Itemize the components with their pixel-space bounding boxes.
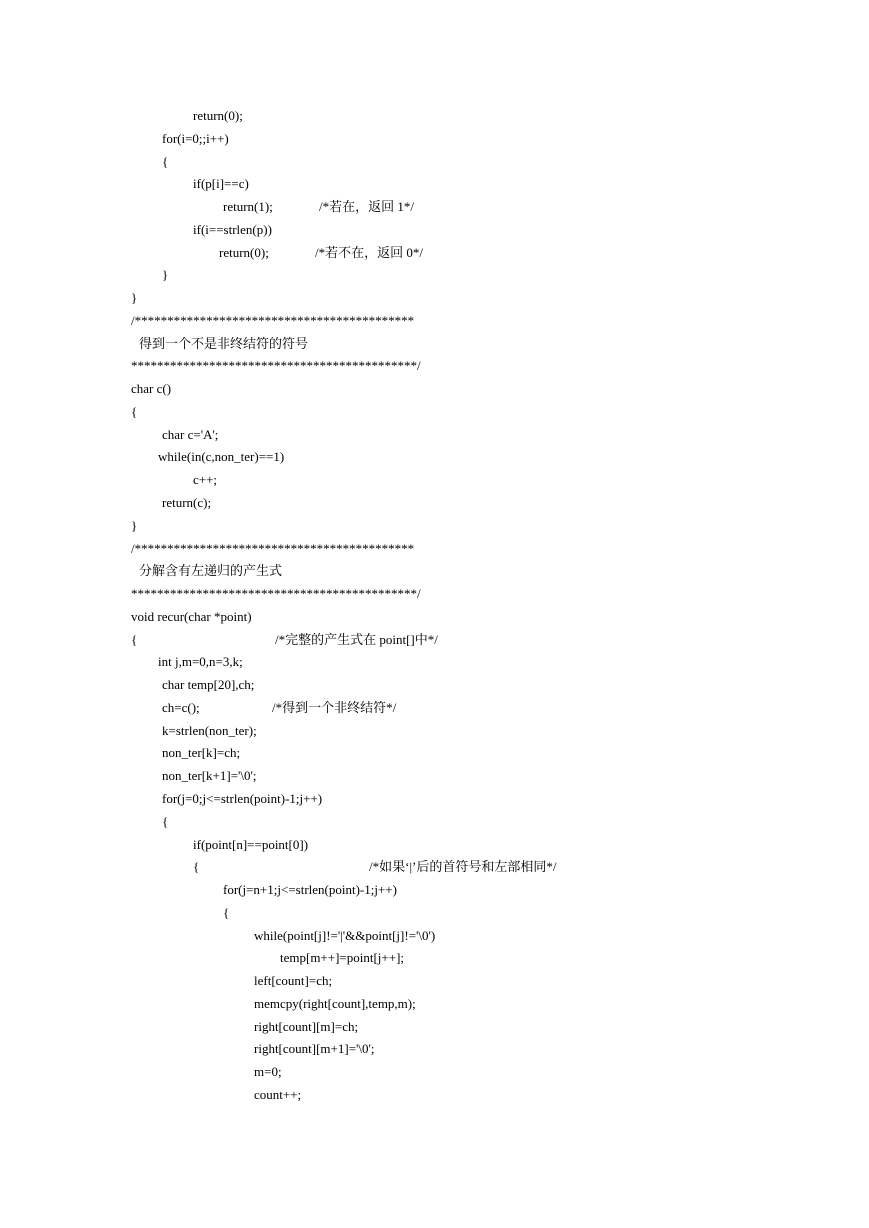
- code-line: [0, 1017, 869, 1040]
- code-line: [0, 561, 869, 584]
- code-text: if(point[n]==point[0]): [193, 836, 309, 852]
- code-text: if(i==strlen(p)): [193, 221, 272, 237]
- code-text: for(j=n+1;j<=strlen(point)-1;j++): [223, 882, 397, 898]
- code-line: [0, 356, 869, 379]
- code-text: char c='A';: [162, 426, 219, 442]
- code-line: [0, 288, 869, 311]
- code-text: non_ter[k]=ch;: [162, 745, 241, 761]
- code-line: [0, 311, 869, 334]
- section-heading: 得到一个不是非终结符的符号: [139, 335, 309, 351]
- code-line: [0, 926, 869, 949]
- comment-banner-bottom: ********************************************/: [131, 358, 421, 374]
- code-text: temp[m++]=point[j++];: [280, 950, 405, 966]
- code-text: while(in(c,non_ter)==1): [158, 449, 285, 465]
- code-text: non_ter[k+1]='\0';: [162, 768, 257, 784]
- code-text: while(point[j]!='|'&&point[j]!='\0'): [254, 927, 436, 943]
- code-line: [0, 652, 869, 675]
- code-text: if(p[i]==c): [193, 176, 249, 192]
- code-line: [0, 265, 869, 288]
- code-comment: /*完整的产生式在 point[]中*/: [275, 631, 438, 647]
- code-comment: /*如果‘|’后的首符号和左部相同*/: [369, 859, 557, 875]
- code-line: [0, 971, 869, 994]
- code-text: left[count]=ch;: [254, 973, 333, 989]
- code-text: count++;: [254, 1086, 302, 1102]
- code-text: right[count][m+1]='\0';: [254, 1041, 375, 1057]
- code-line: [0, 516, 869, 539]
- code-text: return(0);: [219, 244, 269, 260]
- code-text: c++;: [193, 472, 218, 488]
- code-text: int j,m=0,n=3,k;: [158, 654, 243, 670]
- code-line: [0, 129, 869, 152]
- code-text: {: [131, 403, 138, 419]
- code-text: for(i=0;;i++): [162, 130, 229, 146]
- code-text: {: [223, 904, 230, 920]
- code-text: for(j=0;j<=strlen(point)-1;j++): [162, 790, 323, 806]
- code-text: return(c);: [162, 495, 212, 511]
- comment-banner-top: /*******************************************: [131, 312, 415, 328]
- code-text: {: [162, 813, 169, 829]
- code-line: [0, 743, 869, 766]
- comment-banner-bottom: ********************************************/: [131, 586, 421, 602]
- code-line: [0, 903, 869, 926]
- code-line: [0, 493, 869, 516]
- code-line: [0, 152, 869, 175]
- code-line: [0, 721, 869, 744]
- code-line: [0, 447, 869, 470]
- code-line: [0, 379, 869, 402]
- code-text: void recur(char *point): [131, 608, 252, 624]
- code-line: [0, 789, 869, 812]
- code-text: memcpy(right[count],temp,m);: [254, 995, 416, 1011]
- code-text: }: [131, 290, 138, 306]
- code-comment: /*若不在，返回 0*/: [315, 244, 423, 260]
- code-text: }: [162, 267, 169, 283]
- code-text: {: [193, 859, 200, 875]
- code-line: [0, 243, 869, 266]
- code-comment: /*得到一个非终结符*/: [272, 699, 397, 715]
- section-heading: 分解含有左递归的产生式: [139, 563, 283, 579]
- code-text: char c(): [131, 381, 172, 397]
- code-line: [0, 402, 869, 425]
- code-text: m=0;: [254, 1064, 282, 1080]
- code-text: ch=c();: [162, 699, 200, 715]
- code-line: [0, 539, 869, 562]
- code-line: [0, 470, 869, 493]
- code-line: [0, 630, 869, 653]
- code-line: [0, 1062, 869, 1085]
- code-text: k=strlen(non_ter);: [162, 722, 257, 738]
- code-text: {: [162, 153, 169, 169]
- code-line: [0, 880, 869, 903]
- code-line: [0, 425, 869, 448]
- code-line: [0, 220, 869, 243]
- code-listing: [0, 106, 869, 1108]
- code-line: [0, 766, 869, 789]
- code-text: return(1);: [223, 199, 273, 215]
- code-text: right[count][m]=ch;: [254, 1018, 359, 1034]
- code-text: {: [131, 631, 138, 647]
- code-line: [0, 994, 869, 1017]
- code-line: [0, 174, 869, 197]
- code-comment: /*若在，返回 1*/: [319, 199, 414, 215]
- code-line: [0, 698, 869, 721]
- code-line: [0, 1085, 869, 1108]
- code-text: char temp[20],ch;: [162, 677, 255, 693]
- code-text: }: [131, 517, 138, 533]
- code-line: [0, 584, 869, 607]
- code-line: [0, 948, 869, 971]
- code-line: [0, 812, 869, 835]
- code-line: [0, 607, 869, 630]
- code-line: [0, 1039, 869, 1062]
- code-line: [0, 106, 869, 129]
- code-line: [0, 857, 869, 880]
- code-line: [0, 675, 869, 698]
- code-text: return(0);: [193, 108, 243, 123]
- code-line: [0, 197, 869, 220]
- code-line: [0, 334, 869, 357]
- code-line: [0, 835, 869, 858]
- comment-banner-top: /*******************************************: [131, 540, 415, 556]
